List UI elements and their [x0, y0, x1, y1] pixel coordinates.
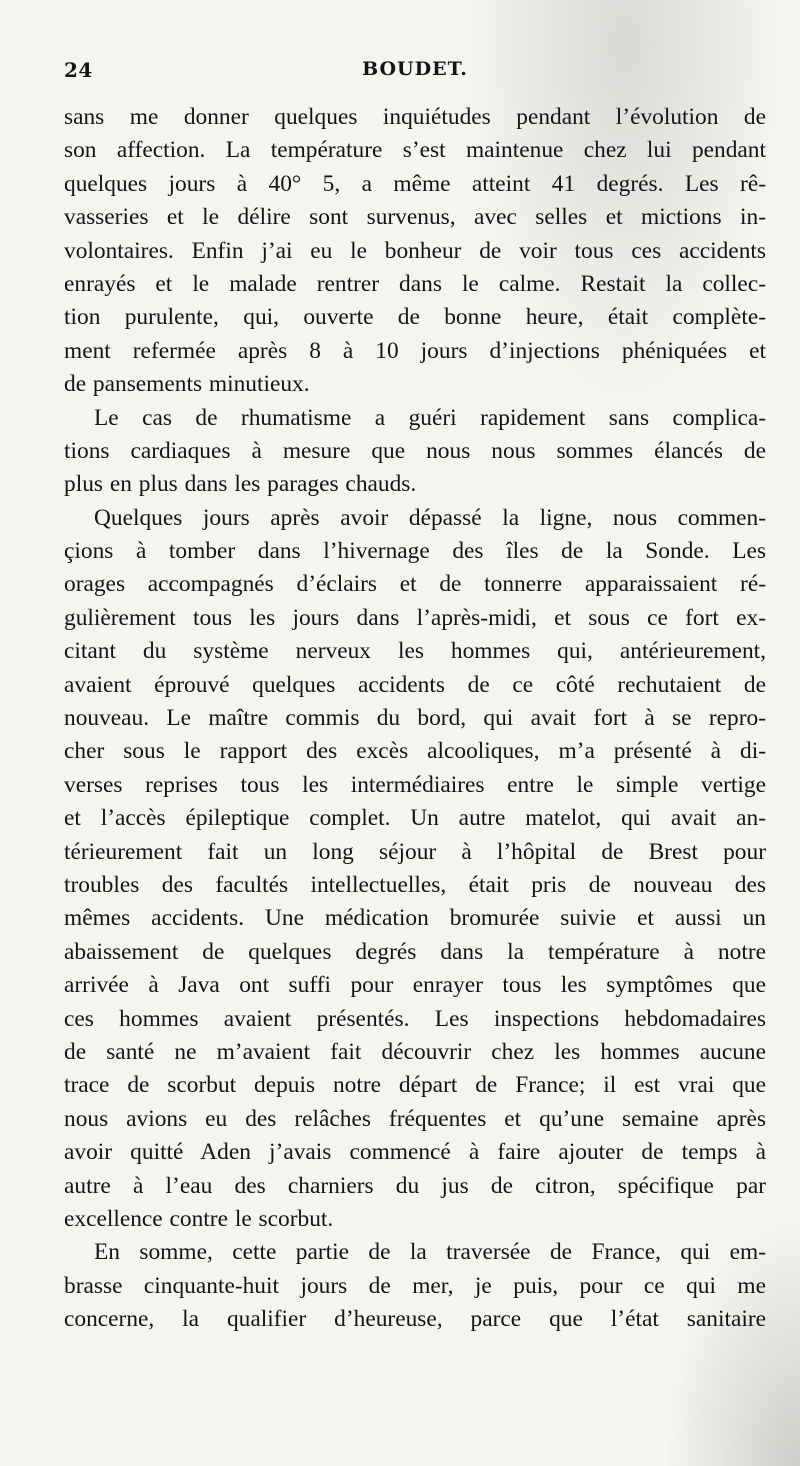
text-line: gulièrement tous les jours dans l’après-midi, et sous ce fort ex- — [64, 604, 766, 631]
text-line: citant du système nerveux les hommes qui, antérieurement, — [64, 638, 766, 665]
text-line: térieurement fait un long séjour à l’hôpital de Brest pour — [64, 838, 766, 865]
body-text — [64, 101, 766, 1336]
text-line: arrivée à Java ont suffi pour enrayer tous les symptômes que — [64, 972, 766, 999]
text-line: çions à tomber dans l’hivernage des îles de la Sonde. Les — [64, 538, 766, 565]
text-line: concerne, la qualifier d’heureuse, parce que l’état sanitaire — [64, 1306, 766, 1333]
text-line: nouveau. Le maître commis du bord, qui avait fort à se repro- — [64, 705, 766, 732]
page-number: 24 — [64, 58, 93, 82]
paragraph-4 — [64, 1236, 766, 1336]
text-line: enrayés et le malade rentrer dans le calme. Restait la collec- — [64, 270, 766, 297]
text-line: En somme, cette partie de la traversée de France, qui em- — [94, 1239, 766, 1266]
page-header — [64, 58, 766, 86]
text-line: de pansements minutieux. — [64, 371, 310, 398]
text-line: vasseries et le délire sont survenus, avec selles et mictions in- — [64, 204, 766, 231]
text-line: avoir quitté Aden j’avais commencé à faire ajouter de temps à — [64, 1139, 766, 1166]
paragraph-2 — [64, 402, 766, 502]
text-line: tion purulente, qui, ouverte de bonne heure, était complète- — [64, 304, 766, 331]
text-line: Le cas de rhumatisme a guéri rapidement sans complica- — [94, 404, 766, 431]
text-line: orages accompagnés d’éclairs et de tonnerre apparaissaient ré- — [64, 571, 766, 598]
text-line: son affection. La température s’est maintenue chez lui pendant — [64, 137, 766, 164]
text-line: nous avions eu des relâches fréquentes et qu’une semaine après — [64, 1105, 766, 1132]
text-line: cher sous le rapport des excès alcooliques, m’a présenté à di- — [64, 738, 766, 765]
text-line: tions cardiaques à mesure que nous nous sommes élancés de — [64, 437, 766, 464]
text-line: troubles des facultés intellectuelles, était pris de nouveau des — [64, 871, 766, 898]
text-line: Quelques jours après avoir dépassé la ligne, nous commen- — [94, 504, 766, 531]
text-line: autre à l’eau des charniers du jus de citron, spécifique par — [64, 1172, 766, 1199]
text-line: verses reprises tous les intermédiaires entre le simple vertige — [64, 771, 766, 798]
running-head: BOUDET. — [362, 58, 468, 80]
text-line: excellence contre le scorbut. — [64, 1205, 334, 1232]
text-line: plus en plus dans les parages chauds. — [64, 471, 417, 498]
text-line: abaissement de quelques degrés dans la température à notre — [64, 938, 766, 965]
text-line: de santé ne m’avaient fait découvrir chez les hommes aucune — [64, 1038, 766, 1065]
text-line: quelques jours à 40° 5, a même atteint 41 degrés. Les rê- — [64, 170, 766, 197]
text-line: ces hommes avaient présentés. Les inspections hebdomadaires — [64, 1005, 766, 1032]
paragraph-3 — [64, 502, 766, 1237]
text-line: ment refermée après 8 à 10 jours d’injections phéniquées et — [64, 337, 766, 364]
text-line: sans me donner quelques inquiétudes pendant l’évolution de — [64, 104, 766, 130]
text-line: trace de scorbut depuis notre départ de France; il est vrai que — [64, 1072, 766, 1099]
text-line: brasse cinquante-huit jours de mer, je puis, pour ce qui me — [64, 1272, 766, 1299]
text-line: avaient éprouvé quelques accidents de ce côté rechutaient de — [64, 671, 766, 698]
text-line: et l’accès épileptique complet. Un autre matelot, qui avait an- — [64, 805, 766, 832]
paragraph-1 — [64, 101, 766, 402]
text-line: mêmes accidents. Une médication bromurée suivie et aussi un — [64, 905, 766, 932]
text-line: volontaires. Enfin j’ai eu le bonheur de voir tous ces accidents — [64, 237, 766, 264]
